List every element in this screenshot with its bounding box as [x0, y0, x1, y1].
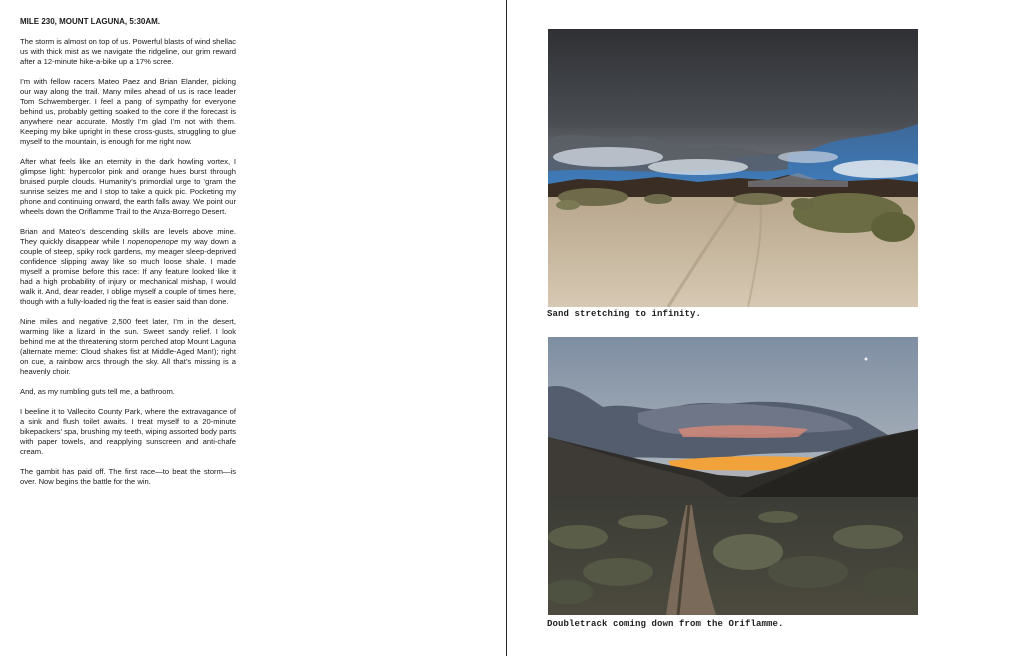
photo-doubletrack	[548, 337, 918, 615]
paragraph-6: And, as my rumbling guts tell me, a bathroom.	[20, 387, 175, 396]
right-page	[507, 0, 1012, 656]
paragraph-4	[20, 227, 236, 307]
article-heading: MILE 230, MOUNT LAGUNA, 5:30AM.	[20, 17, 161, 26]
paragraph-4-end: my way down a couple of steep, spiky rock gardens, my meager sleep-deprived confidence slipping away like so much loose shale. I made myself a promise before this race: If any feature looked like it had a high probability of injury or mechanical mishap, I would walk it. And, dear reader, I oblige myself a couple of times here, though with a fully-loaded rig the feat is easier said than done.	[20, 237, 236, 306]
paragraph-1: The storm is almost on top of us. Powerful blasts of wind shellac us with thick mist as we navigate the ridgeline, our grim reward after a 12-minute hike-a-bike up a 17% scree.	[20, 37, 236, 66]
paragraph-4-start: Brian and Mateo’s descending skills are levels above mine. They quickly disappear while I	[20, 227, 236, 246]
paragraph-4-emphasis: nopenopenope	[127, 237, 179, 246]
article-body	[20, 17, 236, 487]
photo-doubletrack-image	[548, 337, 918, 615]
photo-caption: Sand stretching to infinity.	[547, 309, 702, 319]
paragraph-2: I’m with fellow racers Mateo Paez and Brian Elander, picking our way along the trail. Many miles ahead of us is race leader Tom Schwemberger. I feel a pang of sympathy for everyone behind us, probably getting soaked to the core if the forecast is anywhere near accurate. Mostly I’m glad I’m not with them. Keeping my bike upright in these cross-gusts, struggling to glue myself to the mountain, is enough for me right now.	[20, 77, 236, 146]
paragraph-7: I beeline it to Vallecito County Park, where the extravagance of a sink and flush toilet awaits. I treat myself to a 20-minute bikepackers’ spa, brushing my teeth, wiping assorted body parts with paper towels, and reapplying sunscreen and anti-chafe cream.	[20, 407, 236, 456]
photo-sand-wash	[548, 29, 918, 307]
paragraph-8: The gambit has paid off. The first race—to beat the storm—is over. Now begins the battle for the win.	[20, 467, 236, 486]
photo-sand-wash-image	[548, 29, 918, 307]
paragraph-5: Nine miles and negative 2,500 feet later, I’m in the desert, warming like a lizard in the sun. Sweet sandy relief. I look behind me at the threatening storm perched atop Mount Laguna (alternate meme: Cloud shakes fist at Middle-Aged Man!); right on cue, a rainbow arcs through the sky. All that’s missing is a heavenly choir.	[20, 317, 236, 376]
paragraph-3: After what feels like an eternity in the dark howling vortex, I glimpse light: hypercolor pink and orange hues burst through bruised purple clouds. Humanity’s primordial urge to ‘gram the sunrise seizes me and I stop to take a quick pic. Pocketing my phone and continuing onward, the earth falls away. We point our wheels down the Oriflamme Trail to the Anza-Borrego Desert.	[20, 157, 236, 216]
photo-caption: Doubletrack coming down from the Oriflamme.	[547, 619, 784, 629]
